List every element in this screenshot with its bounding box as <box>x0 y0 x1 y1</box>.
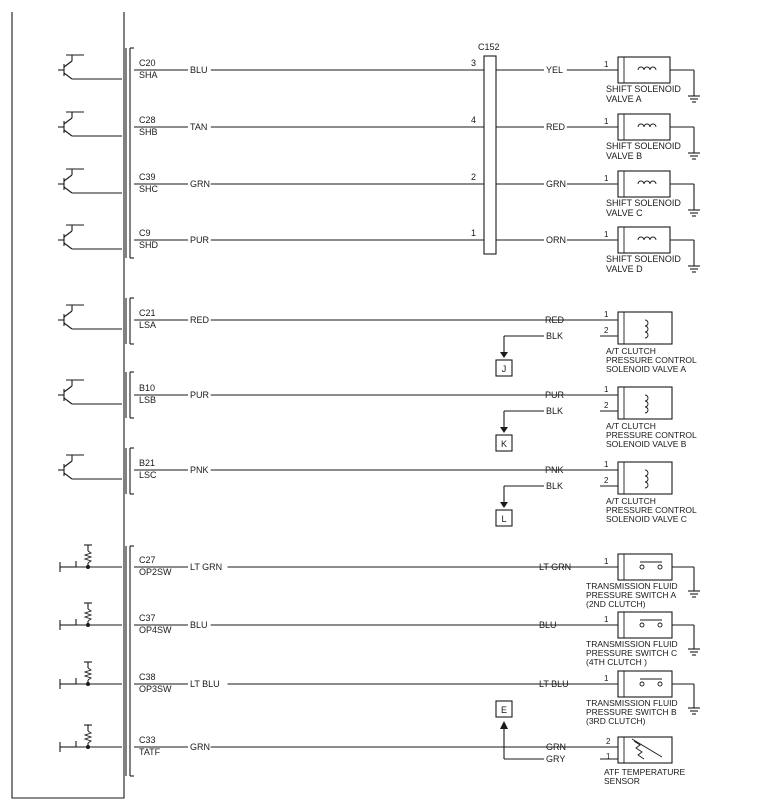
coil-icon <box>638 124 656 127</box>
coil-icon <box>638 67 656 70</box>
wire-color-label: BLU <box>539 620 557 630</box>
ecu-pin-label: C39 <box>139 172 156 182</box>
reference-label: L <box>501 514 507 524</box>
transistor-icon <box>64 187 72 193</box>
component-pin-label: 1 <box>604 674 609 683</box>
transistor-icon <box>64 118 72 124</box>
component-label: SHIFT SOLENOID <box>606 141 681 151</box>
component-label: VALVE A <box>606 94 642 104</box>
solenoid-body <box>618 312 672 344</box>
resistor-icon <box>85 731 91 743</box>
component-label: A/T CLUTCH <box>606 421 656 431</box>
transistor-icon <box>64 61 72 67</box>
component-label: VALVE B <box>606 151 643 161</box>
component-pin-label: 1 <box>604 174 609 183</box>
circuit-shb <box>58 112 700 161</box>
component-pin-label: 1 <box>604 230 609 239</box>
ecu-connector-bracket <box>126 372 134 418</box>
component-label: SHIFT SOLENOID <box>606 84 681 94</box>
resistor-icon <box>85 668 91 680</box>
circuit-shc <box>58 169 700 218</box>
wire-color-label: GRN <box>190 179 210 189</box>
transistor-icon <box>64 323 72 329</box>
component-label: TRANSMISSION FLUID <box>586 698 678 708</box>
coil-icon <box>638 237 656 240</box>
ecu-signal-label: SHD <box>139 240 159 250</box>
wire-color-label: PUR <box>190 390 210 400</box>
component-label: PRESSURE CONTROL <box>606 355 697 365</box>
component-label: PRESSURE CONTROL <box>606 430 697 440</box>
component-label: SENSOR <box>604 776 640 786</box>
switch-contact <box>658 682 662 686</box>
wire-color-label: RED <box>190 315 210 325</box>
component-pin-label: 1 <box>604 615 609 624</box>
coil-icon <box>645 470 648 488</box>
wire-color-label: BLK <box>546 406 564 416</box>
ecu-signal-label: LSC <box>139 470 157 480</box>
ecu-pin-label: C27 <box>139 555 156 565</box>
component-pin-label: 1 <box>604 117 609 126</box>
wire-color-label: LT GRN <box>539 562 572 572</box>
sensor-body <box>618 737 672 763</box>
ecu-pin-label: C33 <box>139 735 156 745</box>
transistor-icon <box>64 311 72 317</box>
circuit-lsc <box>58 455 697 526</box>
ecu-connector-bracket <box>126 546 134 776</box>
component-pin-label: 2 <box>604 401 609 410</box>
circuit-op4sw <box>60 603 700 667</box>
solenoid-body <box>618 387 672 419</box>
ecu-signal-label: OP3SW <box>139 684 172 694</box>
arrow-icon <box>500 352 508 358</box>
ecu-pin-label: C37 <box>139 613 156 623</box>
circuit-shd <box>58 225 700 274</box>
component-label: SOLENOID VALVE B <box>606 439 687 449</box>
component-pin-label: 2 <box>606 737 611 746</box>
ecu-pin-label: B21 <box>139 458 156 468</box>
component-label: VALVE C <box>606 208 643 218</box>
ecu-pin-label: C38 <box>139 672 156 682</box>
component-pin-label: 1 <box>604 60 609 69</box>
switch-body <box>618 612 672 638</box>
transistor-icon <box>64 130 72 136</box>
wire-color-label: PNK <box>190 465 209 475</box>
wire-color-label: RED <box>545 315 565 325</box>
ecu-pin-label: B10 <box>139 383 156 393</box>
wire-color-label: PUR <box>545 390 565 400</box>
component-pin-label: 1 <box>606 752 611 761</box>
ecu-signal-label: TATF <box>139 747 161 757</box>
switch-contact <box>640 623 644 627</box>
transistor-icon <box>64 231 72 237</box>
wire-color-label: LT BLU <box>190 679 220 689</box>
component-pin-label: 1 <box>604 385 609 394</box>
component-label: ATF TEMPERATURE <box>604 767 686 777</box>
switch-contact <box>640 565 644 569</box>
ecu-connector-bracket <box>126 298 134 344</box>
reference-label: E <box>500 705 508 715</box>
c152-pin-label: 1 <box>470 228 476 238</box>
wire-color-label: RED <box>546 122 566 132</box>
component-pin-label: 1 <box>604 310 609 319</box>
c152-connector <box>484 56 496 254</box>
c152-pin-label: 2 <box>470 172 476 182</box>
transistor-icon <box>64 461 72 467</box>
wire-color-label: GRN <box>546 179 566 189</box>
ecu-signal-label: SHB <box>139 127 158 137</box>
coil-icon <box>645 320 648 338</box>
c152-connector-label: C152 <box>478 42 500 52</box>
component-label: TRANSMISSION FLUID <box>586 581 678 591</box>
ecu-pin-label: C28 <box>139 115 156 125</box>
component-label: (2ND CLUTCH) <box>586 599 646 609</box>
c152-pin-label: 3 <box>470 58 476 68</box>
wire-color-label: LT GRN <box>190 562 223 572</box>
reference-label: K <box>500 439 508 449</box>
solenoid-body <box>618 462 672 494</box>
c152-pin-label: 4 <box>470 115 476 125</box>
component-pin-label: 2 <box>604 476 609 485</box>
component-pin-label: 2 <box>604 326 609 335</box>
ecu-outline <box>12 12 124 798</box>
component-label: (3RD CLUTCH) <box>586 716 646 726</box>
component-pin-label: 1 <box>604 460 609 469</box>
wire-color-label: BLK <box>546 481 564 491</box>
component-label: SHIFT SOLENOID <box>606 198 681 208</box>
ecu-pin-label: C21 <box>139 308 156 318</box>
arrow-icon <box>500 427 508 433</box>
arrow-icon <box>500 502 508 508</box>
switch-body <box>618 671 672 697</box>
wire-color-label: BLU <box>190 620 208 630</box>
component-label: SHIFT SOLENOID <box>606 254 681 264</box>
component-label: A/T CLUTCH <box>606 496 656 506</box>
wire-color-label: LT BLU <box>539 679 569 689</box>
transistor-icon <box>64 398 72 404</box>
transistor-icon <box>64 473 72 479</box>
coil-icon <box>638 181 656 184</box>
wire-color-label: GRN <box>546 742 566 752</box>
component-label: PRESSURE SWITCH A <box>586 590 677 600</box>
switch-contact <box>658 565 662 569</box>
ecu-signal-label: LSA <box>139 320 157 330</box>
wire-color-label: BLK <box>546 331 564 341</box>
ecu-signal-label: OP4SW <box>139 625 172 635</box>
coil-icon <box>645 395 648 413</box>
component-label: VALVE D <box>606 264 643 274</box>
component-label: TRANSMISSION FLUID <box>586 639 678 649</box>
component-pin-label: 1 <box>604 557 609 566</box>
circuit-op2sw <box>60 545 700 609</box>
wire-color-label: PUR <box>190 235 210 245</box>
switch-contact <box>658 623 662 627</box>
transistor-icon <box>64 386 72 392</box>
arrow-icon <box>500 721 508 729</box>
ecu-signal-label: SHC <box>139 184 159 194</box>
component-label: SOLENOID VALVE A <box>606 364 686 374</box>
reference-label: J <box>501 364 507 374</box>
circuit-rows <box>58 48 700 786</box>
wire-color-label: GRN <box>190 742 210 752</box>
ecu-connector-bracket <box>126 448 134 494</box>
transistor-icon <box>64 243 72 249</box>
component-label: (4TH CLUTCH ) <box>586 657 647 667</box>
ecu-pin-label: C20 <box>139 58 156 68</box>
wire-color-label: YEL <box>546 65 564 75</box>
ecu-signal-label: OP2SW <box>139 567 172 577</box>
wire-color-label: GRY <box>546 754 566 764</box>
component-label: PRESSURE SWITCH C <box>586 648 678 658</box>
circuit-lsa <box>58 305 697 376</box>
transistor-icon <box>64 175 72 181</box>
ecu-pin-label: C9 <box>139 228 151 238</box>
component-label: PRESSURE SWITCH B <box>586 707 677 717</box>
circuit-lsb <box>58 380 697 451</box>
resistor-icon <box>85 551 91 563</box>
circuit-op3sw <box>60 662 700 726</box>
component-label: SOLENOID VALVE C <box>606 514 687 524</box>
wire-color-label: ORN <box>546 235 566 245</box>
ecu-connector-bracket <box>126 48 134 258</box>
component-label: PRESSURE CONTROL <box>606 505 697 515</box>
ecu-signal-label: LSB <box>139 395 157 405</box>
switch-contact <box>640 682 644 686</box>
ecu-signal-label: SHA <box>139 70 158 80</box>
component-label: A/T CLUTCH <box>606 346 656 356</box>
wire-color-label: TAN <box>190 122 208 132</box>
transistor-icon <box>64 73 72 79</box>
switch-body <box>618 554 672 580</box>
circuit-sha <box>58 55 700 104</box>
wire-color-label: PNK <box>545 465 564 475</box>
resistor-icon <box>85 609 91 621</box>
wire-color-label: BLU <box>190 65 208 75</box>
